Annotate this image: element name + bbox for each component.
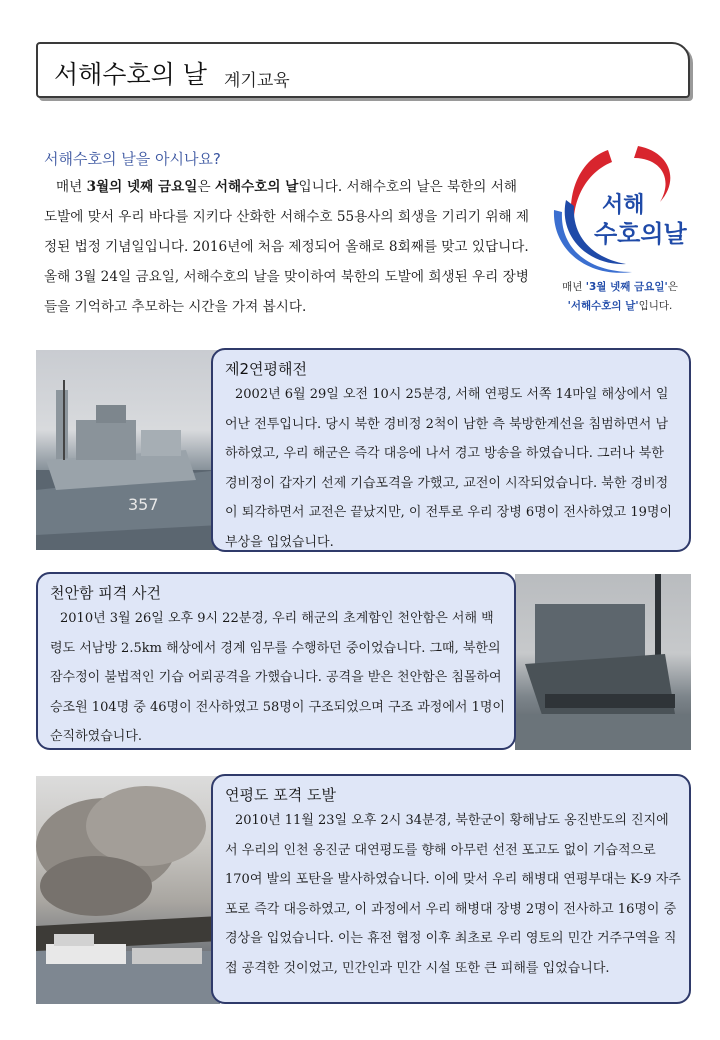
seohae-suho-logo bbox=[548, 140, 690, 318]
cheonan-warship-photo bbox=[515, 574, 691, 750]
intro-text-2: 은 bbox=[197, 179, 215, 195]
event-card-yeonpyeong-shelling bbox=[211, 774, 691, 1004]
intro-emph-name: 서해수호의 날 bbox=[214, 179, 299, 195]
logo-caption-2b: 입니다. bbox=[638, 300, 673, 312]
intro-question: 서해수호의 날을 아시나요? bbox=[44, 150, 221, 168]
event-title: 연평도 포격 도발 bbox=[225, 786, 336, 804]
yeonpyeong-shelling-photo bbox=[36, 776, 220, 1004]
page-subtitle: 계기교육 bbox=[224, 71, 290, 91]
event-card-cheonan bbox=[36, 572, 516, 750]
intro-paragraph bbox=[44, 172, 534, 322]
logo-caption bbox=[550, 278, 690, 316]
logo-caption-1b: '3월 넷째 금요일' bbox=[585, 281, 668, 293]
logo-text-line2: 수호의날 bbox=[594, 220, 687, 248]
logo-caption-1a: 매년 bbox=[562, 281, 586, 293]
event-body: 2002년 6월 29일 오전 10시 25분경, 서해 연평도 서쪽 14마일 해상에서 일어난 전투입니다. 당시 북한 경비정 2척이 남한 측 북방한계선을 침범하면서 남하하였고, 우리 해군은 즉각 대응에 나서 경고 방송을 하였습니다. 그러나 북한 경비정이 갑자기 선제 기습포격을 가했고, 교전이 시작되었습니다. 북한 경비정이 퇴각하면서 교전은 끝났지만, 이 전투로 우리 장병 6명이 전사하였고 19명이 부상을 입었습니다. bbox=[225, 387, 673, 550]
intro-text-1: 매년 bbox=[56, 179, 87, 195]
hull-number: 357 bbox=[128, 495, 159, 514]
logo-swoosh-graphic bbox=[548, 140, 690, 280]
event-card-2nd-yeonpyeong bbox=[211, 348, 691, 552]
intro-text-3: 입니다. 서해수호의 날은 북한의 서해 도발에 맞서 우리 바다를 지키다 산화한 서해수호 55용사의 희생을 기리기 위해 제정된 법정 기념일입니다. 2016년에 처음 제정되어 올해로 8회째를 맞고 있답니다. 올해 3월 24일 금요일, 서해수호의 날을 맞이하여 북한의 도발에 희생된 우리 장병들을 기억하고 추모하는 시간을 가져 봅시다. bbox=[44, 179, 530, 315]
title-banner bbox=[36, 42, 690, 98]
event-body: 2010년 11월 23일 오후 2시 34분경, 북한군이 황해남도 옹진반도의 진지에서 우리의 인천 옹진군 대연평도를 향해 아무런 선전 포고도 없이 기습적으로 170여 발의 포탄을 발사하였습니다. 이에 맞서 우리 해병대 연평부대는 K-9 자주포로 즉각 대응하였고, 이 과정에서 우리 해병대 장병 2명이 전사하고 16명이 중경상을 입었습니다. 이는 휴전 협정 이후 최초로 우리 영토의 민간 거주구역을 직접 공격한 것이었고, 민간인과 민간 시설 또한 큰 피해를 입었습니다. bbox=[225, 813, 681, 976]
intro-emph-date: 3월의 넷째 금요일 bbox=[86, 179, 198, 195]
patrol-boat-photo bbox=[36, 350, 220, 550]
logo-text-line1: 서해 bbox=[602, 193, 645, 218]
event-title: 천안함 피격 사건 bbox=[50, 584, 161, 602]
page-title: 서해수호의 날 bbox=[54, 60, 207, 89]
event-title: 제2연평해전 bbox=[225, 360, 307, 378]
logo-caption-1c: 은 bbox=[667, 281, 678, 293]
logo-caption-2a: '서해수호의 날' bbox=[567, 300, 639, 312]
event-body: 2010년 3월 26일 오후 9시 22분경, 우리 해군의 초계함인 천안함은 서해 백령도 서남방 2.5km 해상에서 경계 임무를 수행하던 중이었습니다. 그때, 북한의 잠수정이 불법적인 기습 어뢰공격을 가했습니다. 공격을 받은 천안함은 침몰하여 승조원 104명 중 46명이 전사하였고 58명이 구조되었으며 구조 과정에서 1명이 순직하였습니다. bbox=[50, 611, 505, 744]
